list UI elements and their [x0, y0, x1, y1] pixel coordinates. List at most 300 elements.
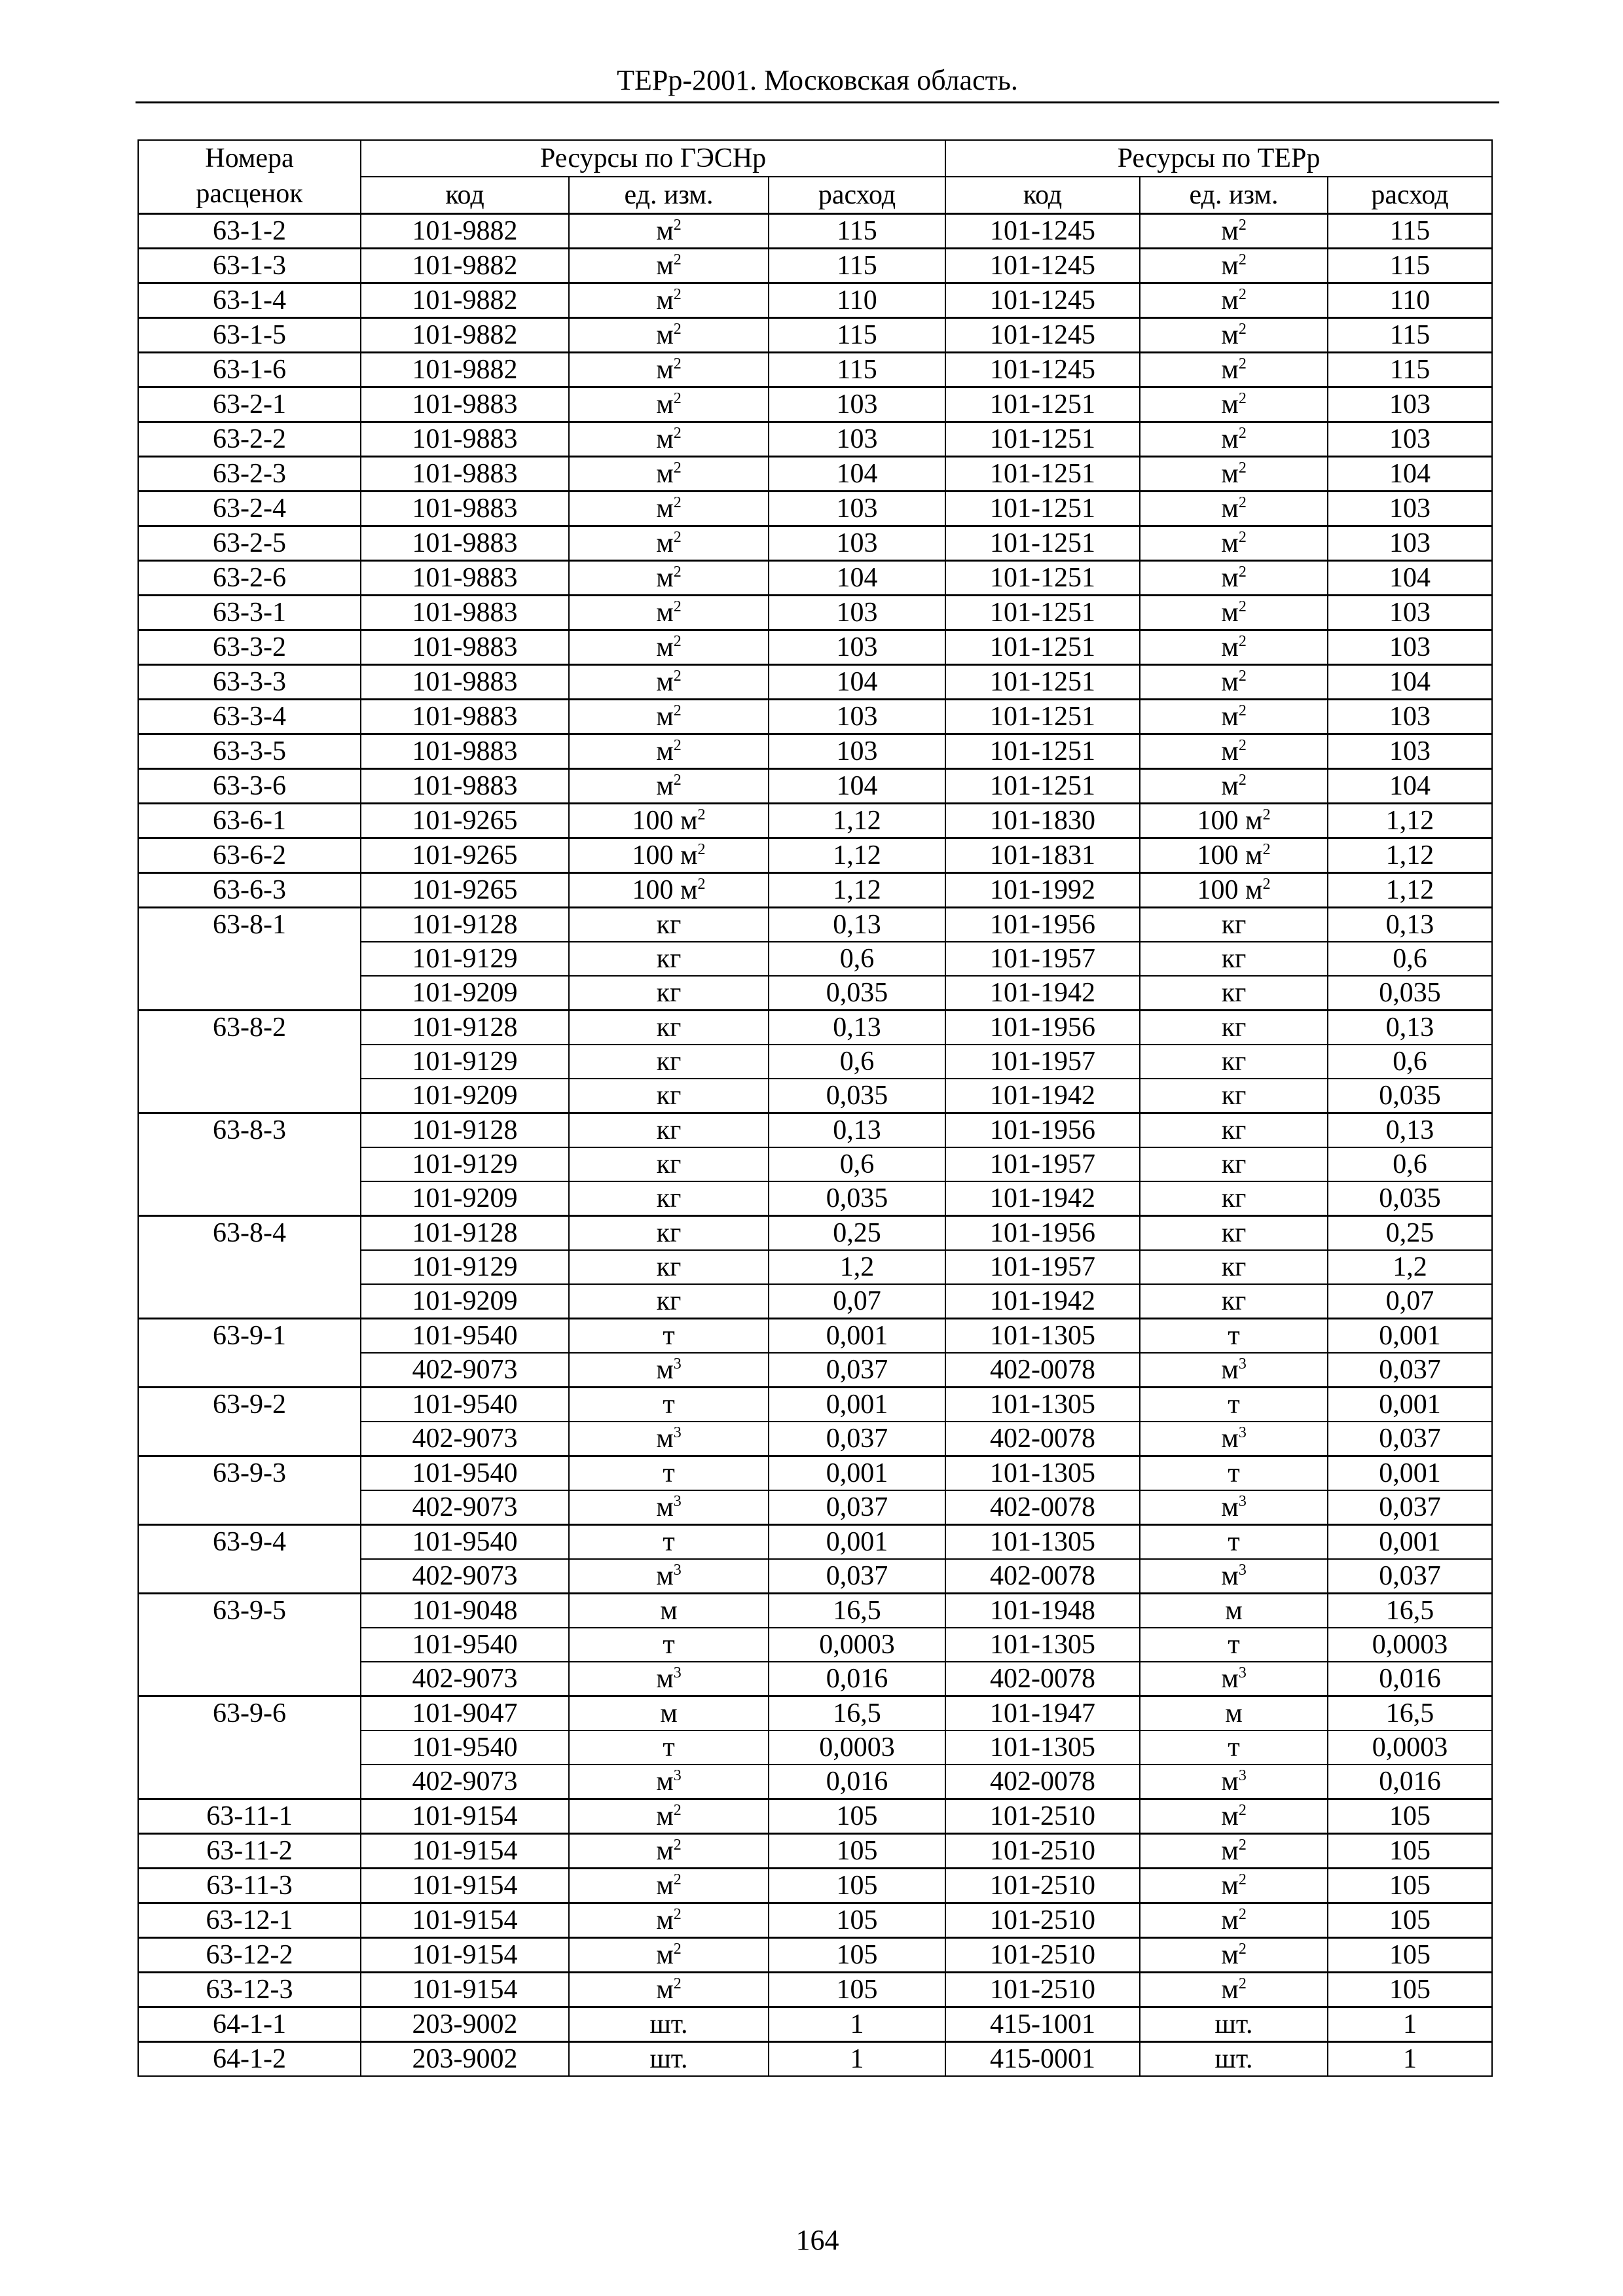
gesn-amount-cell: 0,001 — [769, 1319, 945, 1354]
gesn-amount-cell: 0,6 — [769, 1147, 945, 1181]
ter-code-cell: 101-1305 — [945, 1388, 1140, 1422]
gesn-code-cell: 101-9882 — [361, 353, 569, 387]
ter-unit-cell: кг — [1140, 1113, 1328, 1148]
ter-amount-cell: 1,12 — [1328, 873, 1492, 908]
ter-unit-cell: кг — [1140, 1045, 1328, 1079]
gesn-amount-cell: 104 — [769, 561, 945, 596]
ter-unit-cell: $м^2$ — [1140, 1834, 1328, 1869]
ter-amount-cell: 0,001 — [1328, 1525, 1492, 1560]
ter-code-cell: 101-1305 — [945, 1456, 1140, 1491]
gesn-amount-cell: 115 — [769, 249, 945, 283]
gesn-unit-cell: кг — [569, 1250, 769, 1284]
ter-unit-cell: кг — [1140, 976, 1328, 1011]
table-row — [138, 630, 1492, 665]
ter-amount-cell: 104 — [1328, 665, 1492, 700]
gesn-unit-cell: $м^2$ — [569, 1834, 769, 1869]
gesn-code-cell: 101-9882 — [361, 318, 569, 353]
gesn-amount-cell: 0,035 — [769, 976, 945, 1011]
rate-number-header — [138, 140, 361, 214]
gesn-unit-cell: $м^2$ — [569, 387, 769, 422]
table-row — [138, 1388, 1492, 1422]
ter-amount-cell: 0,037 — [1328, 1559, 1492, 1594]
gesn-code-cell: 101-9883 — [361, 630, 569, 665]
gesn-unit-cell: кг — [569, 1181, 769, 1216]
gesn-amount-cell: 103 — [769, 734, 945, 769]
ter-amount-cell: 0,035 — [1328, 1079, 1492, 1113]
page-header-title: ТЕРр-2001. Московская область. — [617, 64, 1018, 96]
table-row — [138, 526, 1492, 561]
ter-amount-cell: 0,6 — [1328, 1045, 1492, 1079]
gesn-code-cell: 101-9209 — [361, 1079, 569, 1113]
ter-amount-cell: 1,12 — [1328, 804, 1492, 838]
ter-code-cell: 101-1251 — [945, 700, 1140, 734]
ter-amount-cell: 105 — [1328, 1973, 1492, 2007]
ter-code-cell: 101-1245 — [945, 353, 1140, 387]
gesn-code-cell: 101-9154 — [361, 1903, 569, 1938]
gesn-amount-cell: 0,0003 — [769, 1628, 945, 1662]
ter-amount-cell: 0,037 — [1328, 1422, 1492, 1456]
rate-number-cell: 63-1-3 — [138, 249, 361, 283]
ter-amount-cell: 0,035 — [1328, 976, 1492, 1011]
rate-number-cell: 63-8-1 — [138, 908, 361, 1011]
gesn-amount-cell: 105 — [769, 1869, 945, 1903]
rate-number-cell: 63-1-2 — [138, 214, 361, 249]
gesn-code-cell: 402-9073 — [361, 1353, 569, 1388]
ter-amount-cell: 0,001 — [1328, 1456, 1492, 1491]
ter-code-cell: 101-1245 — [945, 249, 1140, 283]
ter-code-cell: 101-1957 — [945, 942, 1140, 976]
rate-number-cell: 63-9-2 — [138, 1388, 361, 1456]
gesn-amount-cell: 0,25 — [769, 1216, 945, 1251]
ter-amount-cell: 103 — [1328, 734, 1492, 769]
rate-number-cell: 63-11-2 — [138, 1834, 361, 1869]
ter-amount-cell: 0,035 — [1328, 1181, 1492, 1216]
ter-unit-cell: $м^2$ — [1140, 283, 1328, 318]
gesn-amount-cell: 115 — [769, 318, 945, 353]
rate-number-cell: 63-2-4 — [138, 492, 361, 526]
table-row — [138, 2042, 1492, 2077]
gesn-code-cell: 101-9883 — [361, 526, 569, 561]
ter-amount-cell: 0,037 — [1328, 1490, 1492, 1525]
gesn-unit-cell: кг — [569, 1045, 769, 1079]
table-row — [138, 1216, 1492, 1251]
gesn-amount-cell: 0,016 — [769, 1662, 945, 1696]
ter-unit-cell: м — [1140, 1696, 1328, 1731]
gesn-amount-cell: 0,037 — [769, 1353, 945, 1388]
ter-unit-cell: кг — [1140, 1079, 1328, 1113]
rate-number-cell: 63-3-1 — [138, 596, 361, 630]
table-row — [138, 1011, 1492, 1045]
rate-number-cell: 63-3-4 — [138, 700, 361, 734]
table-row — [138, 214, 1492, 249]
gesn-unit-cell: $м^2$ — [569, 492, 769, 526]
ter-code-cell: 101-1245 — [945, 318, 1140, 353]
ter-amount-cell: 0,0003 — [1328, 1731, 1492, 1765]
gesn-amount-cell: 1 — [769, 2007, 945, 2042]
gesn-amount-cell: 0,001 — [769, 1388, 945, 1422]
gesn-unit-cell: $м^2$ — [569, 700, 769, 734]
rate-number-cell: 63-8-4 — [138, 1216, 361, 1319]
table-row — [138, 1525, 1492, 1560]
gesn-amount-cell: 110 — [769, 283, 945, 318]
ter-amount-cell: 105 — [1328, 1903, 1492, 1938]
ter-code-cell: 101-1251 — [945, 422, 1140, 457]
ter-code-cell: 101-2510 — [945, 1834, 1140, 1869]
gesn-unit-cell: т — [569, 1525, 769, 1560]
gesn-unit-cell: кг — [569, 976, 769, 1011]
gesn-amount-cell: 16,5 — [769, 1696, 945, 1731]
table-row — [138, 1903, 1492, 1938]
ter-unit-cell: т — [1140, 1456, 1328, 1491]
subheader-ter-amount: расход — [1328, 177, 1492, 214]
table-row — [138, 838, 1492, 873]
gesn-unit-cell: $м^2$ — [569, 769, 769, 804]
ter-code-cell: 101-1251 — [945, 492, 1140, 526]
gesn-unit-cell: шт. — [569, 2042, 769, 2077]
gesn-unit-cell: $м^2$ — [569, 214, 769, 249]
ter-unit-cell: 100 $м^2$ — [1140, 804, 1328, 838]
table-row — [138, 734, 1492, 769]
ter-code-cell: 101-1251 — [945, 561, 1140, 596]
ter-unit-cell: т — [1140, 1731, 1328, 1765]
subheader-gesn-amount: расход — [769, 177, 945, 214]
gesn-unit-cell: $м^2$ — [569, 630, 769, 665]
ter-unit-cell: $м^3$ — [1140, 1765, 1328, 1799]
gesn-code-cell: 101-9883 — [361, 457, 569, 492]
ter-unit-cell: $м^3$ — [1140, 1559, 1328, 1594]
gesn-code-cell: 101-9883 — [361, 492, 569, 526]
gesn-unit-cell: $м^2$ — [569, 1973, 769, 2007]
table-row — [138, 283, 1492, 318]
rate-number-cell: 63-2-1 — [138, 387, 361, 422]
ter-amount-cell: 115 — [1328, 353, 1492, 387]
gesn-amount-cell: 0,13 — [769, 1011, 945, 1045]
table-row — [138, 700, 1492, 734]
ter-unit-cell: м — [1140, 1594, 1328, 1628]
gesn-unit-cell: м — [569, 1696, 769, 1731]
ter-amount-cell: 115 — [1328, 318, 1492, 353]
gesn-code-cell: 101-9209 — [361, 1181, 569, 1216]
ter-unit-cell: $м^3$ — [1140, 1422, 1328, 1456]
table-row — [138, 596, 1492, 630]
ter-code-cell: 402-0078 — [945, 1765, 1140, 1799]
gesn-unit-cell: кг — [569, 1216, 769, 1251]
gesn-amount-cell: 103 — [769, 596, 945, 630]
ter-code-cell: 101-1251 — [945, 526, 1140, 561]
ter-code-cell: 101-1245 — [945, 283, 1140, 318]
gesn-unit-cell: $м^2$ — [569, 249, 769, 283]
gesn-code-cell: 101-9129 — [361, 1147, 569, 1181]
ter-code-cell: 101-1245 — [945, 214, 1140, 249]
gesn-code-cell: 101-9128 — [361, 908, 569, 942]
table-row — [138, 1696, 1492, 1731]
ter-amount-cell: 104 — [1328, 561, 1492, 596]
rate-number-cell: 63-9-6 — [138, 1696, 361, 1799]
gesn-unit-cell: т — [569, 1456, 769, 1491]
gesn-unit-cell: т — [569, 1628, 769, 1662]
gesn-code-cell: 101-9128 — [361, 1216, 569, 1251]
gesn-code-cell: 101-9154 — [361, 1869, 569, 1903]
ter-unit-cell: $м^2$ — [1140, 492, 1328, 526]
table-row — [138, 353, 1492, 387]
gesn-code-cell: 203-9002 — [361, 2007, 569, 2042]
ter-unit-cell: $м^2$ — [1140, 1973, 1328, 2007]
ter-amount-cell: 0,037 — [1328, 1353, 1492, 1388]
gesn-amount-cell: 0,13 — [769, 1113, 945, 1148]
table-row — [138, 804, 1492, 838]
gesn-amount-cell: 104 — [769, 769, 945, 804]
gesn-amount-cell: 105 — [769, 1938, 945, 1973]
ter-code-cell: 101-1942 — [945, 1079, 1140, 1113]
rate-number-cell: 63-2-3 — [138, 457, 361, 492]
gesn-unit-cell: $м^2$ — [569, 1938, 769, 1973]
ter-unit-cell: кг — [1140, 1011, 1328, 1045]
ter-code-cell: 101-2510 — [945, 1869, 1140, 1903]
gesn-unit-cell: $м^2$ — [569, 596, 769, 630]
gesn-code-cell: 101-9128 — [361, 1113, 569, 1148]
ter-unit-cell: $м^2$ — [1140, 1869, 1328, 1903]
ter-amount-cell: 0,13 — [1328, 1011, 1492, 1045]
ter-code-cell: 101-1948 — [945, 1594, 1140, 1628]
gesn-amount-cell: 0,6 — [769, 1045, 945, 1079]
gesn-code-cell: 101-9883 — [361, 734, 569, 769]
gesn-code-cell: 101-9883 — [361, 387, 569, 422]
ter-amount-cell: 16,5 — [1328, 1594, 1492, 1628]
gesn-code-cell: 101-9540 — [361, 1628, 569, 1662]
rate-number-cell: 63-1-4 — [138, 283, 361, 318]
rate-number-cell: 63-9-3 — [138, 1456, 361, 1525]
ter-unit-cell: т — [1140, 1388, 1328, 1422]
gesn-amount-cell: 103 — [769, 700, 945, 734]
ter-code-cell: 101-1956 — [945, 1113, 1140, 1148]
ter-code-cell: 101-2510 — [945, 1973, 1140, 2007]
ter-code-cell: 101-1942 — [945, 1181, 1140, 1216]
ter-amount-cell: 1 — [1328, 2007, 1492, 2042]
subheader-gesn-unit: ед. изм. — [569, 177, 769, 214]
gesn-unit-cell: $м^3$ — [569, 1765, 769, 1799]
ter-amount-cell: 1 — [1328, 2042, 1492, 2077]
rate-number-cell: 63-12-1 — [138, 1903, 361, 1938]
ter-amount-cell: 0,13 — [1328, 908, 1492, 942]
ter-code-cell: 101-1251 — [945, 734, 1140, 769]
ter-unit-cell: $м^2$ — [1140, 665, 1328, 700]
ter-amount-cell: 104 — [1328, 457, 1492, 492]
gesn-unit-cell: $м^3$ — [569, 1422, 769, 1456]
ter-code-cell: 101-1992 — [945, 873, 1140, 908]
ter-unit-cell: $м^2$ — [1140, 596, 1328, 630]
gesn-unit-cell: кг — [569, 1147, 769, 1181]
gesn-unit-cell: $м^2$ — [569, 1903, 769, 1938]
gesn-amount-cell: 115 — [769, 353, 945, 387]
gesn-amount-cell: 105 — [769, 1973, 945, 2007]
ter-code-cell: 101-1947 — [945, 1696, 1140, 1731]
gesn-amount-cell: 105 — [769, 1834, 945, 1869]
ter-unit-cell: $м^2$ — [1140, 353, 1328, 387]
ter-code-cell: 101-1957 — [945, 1147, 1140, 1181]
gesn-amount-cell: 104 — [769, 665, 945, 700]
gesn-code-cell: 402-9073 — [361, 1490, 569, 1525]
ter-unit-cell: т — [1140, 1628, 1328, 1662]
ter-code-cell: 101-1305 — [945, 1731, 1140, 1765]
table-row — [138, 387, 1492, 422]
gesn-code-cell: 101-9883 — [361, 422, 569, 457]
ter-amount-cell: 105 — [1328, 1938, 1492, 1973]
ter-amount-cell: 103 — [1328, 526, 1492, 561]
gesn-unit-cell: кг — [569, 1079, 769, 1113]
gesn-code-cell: 101-9540 — [361, 1731, 569, 1765]
gesn-unit-cell: $м^2$ — [569, 734, 769, 769]
ter-amount-cell: 103 — [1328, 422, 1492, 457]
rate-number-cell: 63-3-2 — [138, 630, 361, 665]
gesn-code-cell: 101-9154 — [361, 1938, 569, 1973]
gesn-amount-cell: 103 — [769, 526, 945, 561]
rate-number-cell: 63-6-1 — [138, 804, 361, 838]
gesn-amount-cell: 0,13 — [769, 908, 945, 942]
ter-code-cell: 101-2510 — [945, 1938, 1140, 1973]
resources-table-container — [137, 139, 1491, 2077]
ter-code-cell: 101-2510 — [945, 1903, 1140, 1938]
rate-number-cell: 63-9-5 — [138, 1594, 361, 1696]
ter-amount-cell: 0,6 — [1328, 942, 1492, 976]
ter-unit-cell: $м^2$ — [1140, 769, 1328, 804]
rate-number-cell: 63-3-6 — [138, 769, 361, 804]
ter-unit-cell: $м^2$ — [1140, 1799, 1328, 1834]
ter-code-cell: 101-1251 — [945, 457, 1140, 492]
table-row — [138, 249, 1492, 283]
gesn-unit-cell: $м^2$ — [569, 561, 769, 596]
gesn-unit-cell: $м^3$ — [569, 1353, 769, 1388]
ter-amount-cell: 104 — [1328, 769, 1492, 804]
ter-code-cell: 101-1957 — [945, 1250, 1140, 1284]
gesn-amount-cell: 0,035 — [769, 1079, 945, 1113]
table-row — [138, 492, 1492, 526]
ter-code-cell: 101-1305 — [945, 1319, 1140, 1354]
ter-code-cell: 101-1251 — [945, 665, 1140, 700]
rate-number-cell: 63-1-5 — [138, 318, 361, 353]
ter-code-cell: 101-1305 — [945, 1628, 1140, 1662]
ter-code-cell: 101-1956 — [945, 1011, 1140, 1045]
gesn-unit-cell: кг — [569, 1284, 769, 1319]
gesn-unit-cell: $м^3$ — [569, 1662, 769, 1696]
table-row — [138, 1456, 1492, 1491]
gesn-unit-cell: $м^3$ — [569, 1559, 769, 1594]
gesn-unit-cell: т — [569, 1388, 769, 1422]
ter-amount-cell: 103 — [1328, 387, 1492, 422]
gesn-code-cell: 402-9073 — [361, 1422, 569, 1456]
page-number: 164 — [795, 2224, 839, 2256]
gesn-amount-cell: 0,07 — [769, 1284, 945, 1319]
gesn-unit-cell: $м^2$ — [569, 422, 769, 457]
ter-unit-cell: кг — [1140, 1250, 1328, 1284]
gesn-code-cell: 101-9540 — [361, 1525, 569, 1560]
ter-unit-cell: кг — [1140, 908, 1328, 942]
table-row — [138, 1834, 1492, 1869]
gesn-unit-cell: шт. — [569, 2007, 769, 2042]
ter-unit-cell: $м^2$ — [1140, 1938, 1328, 1973]
ter-unit-cell: $м^2$ — [1140, 249, 1328, 283]
gesn-amount-cell: 0,016 — [769, 1765, 945, 1799]
gesn-unit-cell: $м^2$ — [569, 665, 769, 700]
ter-amount-cell: 0,001 — [1328, 1388, 1492, 1422]
ter-amount-cell: 0,6 — [1328, 1147, 1492, 1181]
gesn-unit-cell: 100 $м^2$ — [569, 838, 769, 873]
rate-number-cell: 63-2-5 — [138, 526, 361, 561]
ter-code-cell: 402-0078 — [945, 1353, 1140, 1388]
ter-amount-cell: 0,016 — [1328, 1765, 1492, 1799]
gesn-unit-cell: $м^2$ — [569, 283, 769, 318]
table-row — [138, 665, 1492, 700]
gesn-code-cell: 101-9265 — [361, 873, 569, 908]
ter-unit-cell: $м^3$ — [1140, 1662, 1328, 1696]
gesn-code-cell: 101-9540 — [361, 1388, 569, 1422]
gesn-amount-cell: 103 — [769, 630, 945, 665]
rate-number-cell: 63-12-2 — [138, 1938, 361, 1973]
gesn-amount-cell: 1,2 — [769, 1250, 945, 1284]
gesn-amount-cell: 0,037 — [769, 1422, 945, 1456]
rate-number-cell: 63-11-1 — [138, 1799, 361, 1834]
ter-amount-cell: 1,2 — [1328, 1250, 1492, 1284]
gesn-code-cell: 101-9048 — [361, 1594, 569, 1628]
rate-number-cell: 63-2-6 — [138, 561, 361, 596]
gesn-code-cell: 402-9073 — [361, 1765, 569, 1799]
ter-amount-cell: 105 — [1328, 1869, 1492, 1903]
gesn-unit-cell: 100 $м^2$ — [569, 873, 769, 908]
ter-unit-cell: кг — [1140, 1284, 1328, 1319]
ter-amount-cell: 115 — [1328, 249, 1492, 283]
ter-amount-cell: 1,12 — [1328, 838, 1492, 873]
ter-unit-cell: шт. — [1140, 2042, 1328, 2077]
ter-amount-cell: 0,0003 — [1328, 1628, 1492, 1662]
ter-amount-cell: 103 — [1328, 596, 1492, 630]
table-row — [138, 457, 1492, 492]
ter-code-cell: 101-1942 — [945, 1284, 1140, 1319]
rate-number-header-line1: Номера — [205, 143, 294, 173]
ter-unit-cell: $м^2$ — [1140, 214, 1328, 249]
gesn-resources-header: Ресурсы по ГЭСНр — [361, 140, 945, 177]
gesn-amount-cell: 1,12 — [769, 804, 945, 838]
table-row — [138, 561, 1492, 596]
gesn-code-cell: 101-9047 — [361, 1696, 569, 1731]
gesn-unit-cell: $м^2$ — [569, 457, 769, 492]
ter-unit-cell: т — [1140, 1319, 1328, 1354]
ter-unit-cell: т — [1140, 1525, 1328, 1560]
gesn-amount-cell: 103 — [769, 422, 945, 457]
table-row — [138, 1113, 1492, 1148]
gesn-code-cell: 402-9073 — [361, 1662, 569, 1696]
table-row — [138, 2007, 1492, 2042]
gesn-unit-cell: кг — [569, 1113, 769, 1148]
ter-amount-cell: 105 — [1328, 1834, 1492, 1869]
gesn-unit-cell: $м^2$ — [569, 1869, 769, 1903]
ter-unit-cell: кг — [1140, 942, 1328, 976]
ter-code-cell: 101-1251 — [945, 387, 1140, 422]
ter-unit-cell: $м^2$ — [1140, 1903, 1328, 1938]
gesn-amount-cell: 0,001 — [769, 1456, 945, 1491]
ter-code-cell: 101-2510 — [945, 1799, 1140, 1834]
table-row — [138, 1869, 1492, 1903]
gesn-code-cell: 101-9540 — [361, 1456, 569, 1491]
gesn-amount-cell: 0,037 — [769, 1559, 945, 1594]
gesn-unit-cell: кг — [569, 1011, 769, 1045]
gesn-code-cell: 101-9128 — [361, 1011, 569, 1045]
table-row — [138, 769, 1492, 804]
ter-resources-header: Ресурсы по ТЕРр — [945, 140, 1492, 177]
table-row — [138, 1973, 1492, 2007]
gesn-code-cell: 101-9265 — [361, 804, 569, 838]
rate-number-cell: 63-8-2 — [138, 1011, 361, 1113]
ter-amount-cell: 103 — [1328, 630, 1492, 665]
table-row — [138, 1594, 1492, 1628]
